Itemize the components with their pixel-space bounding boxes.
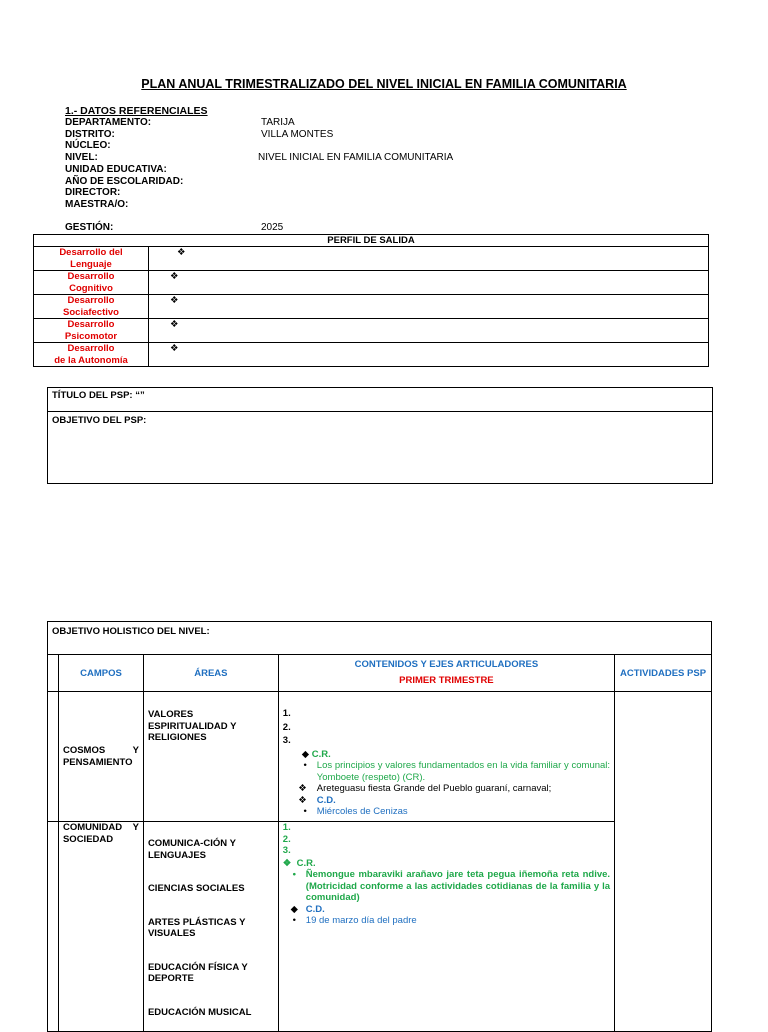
cr-heading	[302, 749, 610, 761]
header-actividades: ACTIVIDADES PSP	[615, 655, 712, 692]
spacer-cell	[48, 692, 59, 822]
area-label: ARTES PLÁSTICAS Y VISUALES	[147, 916, 246, 939]
diamond-bullet-icon: ❖	[170, 271, 179, 282]
filled-diamond-icon: ◆	[301, 748, 310, 760]
cd-item	[283, 915, 610, 927]
cd-heading	[283, 904, 610, 916]
campo-cosmos	[58, 692, 143, 822]
perfil-value	[149, 343, 709, 367]
bullet-icon: •	[303, 760, 307, 771]
cr-item-text: Ñemongue mbaraviki arañavo jare teta pegua iñemoña reta ndive. (Motricidad conforme a las actividades cotidianas de la familia y la comunidad)	[305, 869, 611, 903]
area-label: EDUCACIÓN MUSICAL	[147, 1006, 252, 1018]
label-nucleo: NÚCLEO:	[65, 140, 111, 152]
diamond-bullet-icon: ❖	[177, 247, 186, 258]
cr-label: C.R.	[296, 857, 316, 869]
cd-item	[283, 806, 610, 818]
numbered-item: 1.	[282, 822, 291, 833]
label-departamento: DEPARTAMENTO:	[65, 117, 152, 128]
cr-label: C.R.	[311, 748, 331, 760]
perfil-label	[34, 295, 149, 319]
numbered-item: 1.	[282, 708, 291, 719]
diamond-bullet-icon: ❖	[170, 295, 179, 306]
perfil-label-line: Sociafectivo	[63, 306, 119, 318]
perfil-row	[34, 343, 709, 367]
psp-objective: OBJETIVO DEL PSP:	[52, 415, 147, 426]
perfil-label	[34, 343, 149, 367]
diamond-bullet-icon: ❖	[298, 783, 307, 794]
cr-item	[283, 760, 610, 783]
perfil-label	[34, 271, 149, 295]
perfil-label-line: Lenguaje	[70, 258, 112, 270]
main-table	[47, 621, 712, 1032]
label-gestion: GESTIÓN:	[65, 222, 114, 233]
perfil-label-line: Desarrollo	[67, 319, 115, 330]
cd-label: C.D.	[316, 794, 336, 806]
page-title: PLAN ANUAL TRIMESTRALIZADO DEL NIVEL INICIAL EN FAMILIA COMUNITARIA	[141, 77, 627, 91]
areas-comunidad	[143, 822, 278, 1032]
value-distrito: VILLA MONTES	[261, 128, 334, 140]
actividades-cell	[615, 692, 712, 1032]
header-areas: ÁREAS	[143, 655, 278, 692]
perfil-row	[34, 319, 709, 343]
area-label: COMUNICA-CIÓN Y LENGUAJES	[147, 838, 236, 861]
perfil-label-line: Cognitivo	[69, 282, 113, 294]
bullet-icon: •	[303, 806, 307, 817]
numbered-item: 2.	[282, 721, 291, 733]
cr-item	[283, 869, 610, 904]
header-campos: CAMPOS	[58, 655, 143, 692]
diamond-bullet-icon: ❖	[170, 343, 179, 354]
value-nivel: NIVEL INICIAL EN FAMILIA COMUNITARIA	[258, 152, 454, 164]
numbered-item: 3.	[282, 845, 291, 856]
cr-item-text: Los principios y valores fundamentados en la vida familiar y comunal: Yomboete (respeto) (CR).	[316, 760, 611, 783]
perfil-label-line: Psicomotor	[64, 330, 118, 342]
area-label: VALORES ESPIRITUALIDAD Y RELIGIONES	[147, 709, 237, 743]
cd-item-text: 19 de marzo día del padre	[305, 915, 417, 926]
label-director: DIRECTOR:	[65, 187, 121, 199]
area-label: CIENCIAS SOCIALES	[147, 883, 245, 894]
perfil-value	[149, 319, 709, 343]
contenido-cosmos	[278, 692, 614, 822]
psp-box	[47, 387, 713, 484]
star-item	[283, 783, 610, 795]
label-nivel: NIVEL:	[65, 152, 98, 164]
value-departamento: TARIJA	[261, 117, 295, 128]
header-trimestre: PRIMER TRIMESTRE	[399, 675, 494, 686]
psp-title: TÍTULO DEL PSP: “”	[48, 388, 712, 412]
numbered-item: 2.	[282, 833, 291, 845]
label-ano-escolaridad: AÑO DE ESCOLARIDAD:	[65, 175, 184, 187]
cr-heading	[283, 858, 610, 870]
perfil-value	[149, 247, 709, 271]
section-heading	[65, 105, 208, 117]
perfil-header: PERFIL DE SALIDA	[34, 235, 709, 247]
perfil-row	[34, 271, 709, 295]
perfil-row	[34, 247, 709, 271]
perfil-value	[149, 271, 709, 295]
objetivo-holistico: OBJETIVO HOLISTICO DEL NIVEL:	[48, 622, 712, 655]
campo-label: COMUNIDAD Y SOCIEDAD	[62, 822, 139, 845]
perfil-label-line: Desarrollo	[67, 343, 115, 354]
header-contenidos	[278, 655, 614, 692]
value-gestion: 2025	[261, 222, 284, 233]
diamond-bullet-icon: ❖	[170, 319, 179, 330]
perfil-label-line: Desarrollo	[67, 271, 115, 282]
header-contenidos-label: CONTENIDOS Y EJES ARTICULADORES	[354, 659, 539, 670]
bullet-icon: •	[292, 869, 296, 880]
area-valores	[143, 692, 278, 822]
diamond-bullet-icon: ❖	[282, 857, 292, 869]
diamond-bullet-icon: ❖	[298, 794, 307, 806]
area-label: EDUCACIÓN FÍSICA Y DEPORTE	[147, 961, 248, 984]
cd-item-text: Miércoles de Cenizas	[316, 806, 408, 817]
star-item-text: Areteguasu fiesta Grande del Pueblo guaraní, carnaval;	[316, 783, 552, 794]
perfil-table	[33, 234, 709, 367]
label-maestra: MAESTRA/O:	[65, 198, 129, 210]
numbered-item: 3.	[282, 735, 291, 746]
section-title: REFERENCIALES	[118, 105, 208, 117]
campo-label: COSMOS Y PENSAMIENTO	[62, 745, 139, 768]
perfil-label	[34, 319, 149, 343]
perfil-row	[34, 295, 709, 319]
cd-label: C.D.	[305, 903, 325, 915]
contenido-comunidad	[278, 822, 614, 1032]
label-unidad-educativa: UNIDAD EDUCATIVA:	[65, 163, 167, 175]
campo-comunidad	[58, 822, 143, 1032]
perfil-label-line: Desarrollo del	[59, 247, 123, 258]
bullet-icon: •	[292, 915, 296, 926]
spacer-cell	[48, 655, 59, 692]
perfil-label	[34, 247, 149, 271]
section-number: 1.- DATOS	[65, 105, 119, 117]
label-distrito: DISTRITO:	[65, 128, 115, 140]
spacer-cell	[48, 822, 59, 1032]
filled-diamond-icon: ◆	[290, 903, 298, 915]
perfil-label-line: Desarrollo	[67, 295, 115, 306]
cd-heading	[283, 795, 610, 807]
perfil-label-line: de la Autonomía	[54, 354, 128, 366]
perfil-value	[149, 295, 709, 319]
